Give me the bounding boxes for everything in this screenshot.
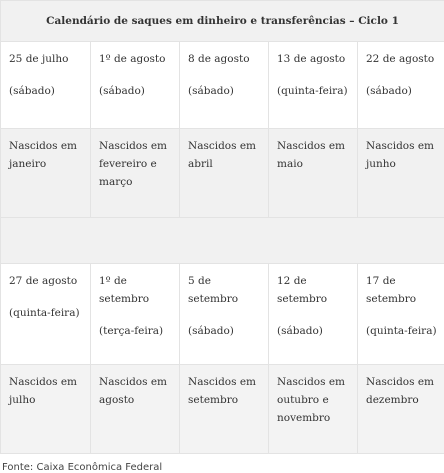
birth-group-cell — [1, 365, 91, 454]
weekday-text: (quinta-feira) — [366, 322, 438, 340]
group-line: janeiro — [9, 155, 84, 173]
group-line: junho — [366, 155, 438, 173]
group-line: abril — [188, 155, 262, 173]
date-text: 27 de agosto — [9, 272, 84, 290]
group-line: Nascidos em — [99, 373, 173, 391]
group-line: maio — [277, 155, 351, 173]
date-cell — [91, 42, 180, 129]
weekday-text: (sábado) — [188, 82, 262, 100]
date-text: 1º de setembro — [99, 272, 173, 308]
group-line: setembro — [188, 391, 262, 409]
date-cell — [269, 42, 358, 129]
groups-row-1 — [1, 129, 444, 218]
group-line: Nascidos em — [277, 137, 351, 155]
group-line: novembro — [277, 409, 351, 427]
birth-group-cell — [269, 365, 358, 454]
group-line: março — [99, 173, 173, 191]
weekday-text: (sábado) — [99, 82, 173, 100]
birth-group-cell — [91, 129, 180, 218]
date-text: 13 de agosto — [277, 50, 351, 68]
date-cell — [180, 264, 269, 365]
date-text: 12 de — [277, 272, 351, 290]
group-line: Nascidos em — [188, 373, 262, 391]
spacer-row — [1, 218, 444, 264]
group-line: Nascidos em — [366, 137, 438, 155]
weekday-text: (sábado) — [9, 82, 84, 100]
dates-row-2 — [1, 264, 444, 365]
date-cell — [269, 264, 358, 365]
weekday-text: (quinta-feira) — [277, 82, 351, 100]
date-text: 25 de julho — [9, 50, 84, 68]
group-line: fevereiro e — [99, 155, 173, 173]
weekday-text: (sábado) — [277, 322, 351, 340]
weekday-text: (terça-feira) — [99, 322, 173, 340]
weekday-text: (sábado) — [366, 82, 438, 100]
birth-group-cell — [358, 365, 444, 454]
group-line: Nascidos em — [366, 373, 438, 391]
date-cell — [358, 264, 444, 365]
group-line: julho — [9, 391, 84, 409]
group-line: agosto — [99, 391, 173, 409]
birth-group-cell — [358, 129, 444, 218]
date-text: 1º de agosto — [99, 50, 173, 68]
date-text: 5 de setembro — [188, 272, 262, 308]
birth-group-cell — [180, 365, 269, 454]
spacer-cell — [1, 218, 444, 264]
date-cell — [91, 264, 180, 365]
dates-row-1 — [1, 42, 444, 129]
date-text: setembro — [277, 290, 351, 308]
birth-group-cell — [1, 129, 91, 218]
birth-group-cell — [180, 129, 269, 218]
group-line: Nascidos em — [277, 373, 351, 391]
groups-row-2 — [1, 365, 444, 454]
group-line: outubro e — [277, 391, 351, 409]
group-line: Nascidos em — [99, 137, 173, 155]
weekday-text: (sábado) — [188, 322, 262, 340]
date-cell — [180, 42, 269, 129]
birth-group-cell — [269, 129, 358, 218]
date-cell — [358, 42, 444, 129]
birth-group-cell — [91, 365, 180, 454]
group-line: dezembro — [366, 391, 438, 409]
group-line: Nascidos em — [188, 137, 262, 155]
date-text: 22 de agosto — [366, 50, 438, 68]
table-title: Calendário de saques em dinheiro e transferências – Ciclo 1 — [1, 1, 444, 42]
weekday-text: (quinta-feira) — [9, 304, 84, 322]
group-line: Nascidos em — [9, 373, 84, 391]
source-caption: Fonte: Caixa Econômica Federal — [0, 454, 444, 473]
date-cell — [1, 42, 91, 129]
date-text: setembro — [366, 290, 438, 308]
date-text: 8 de agosto — [188, 50, 262, 68]
date-text: 17 de — [366, 272, 438, 290]
date-cell — [1, 264, 91, 365]
group-line: Nascidos em — [9, 137, 84, 155]
